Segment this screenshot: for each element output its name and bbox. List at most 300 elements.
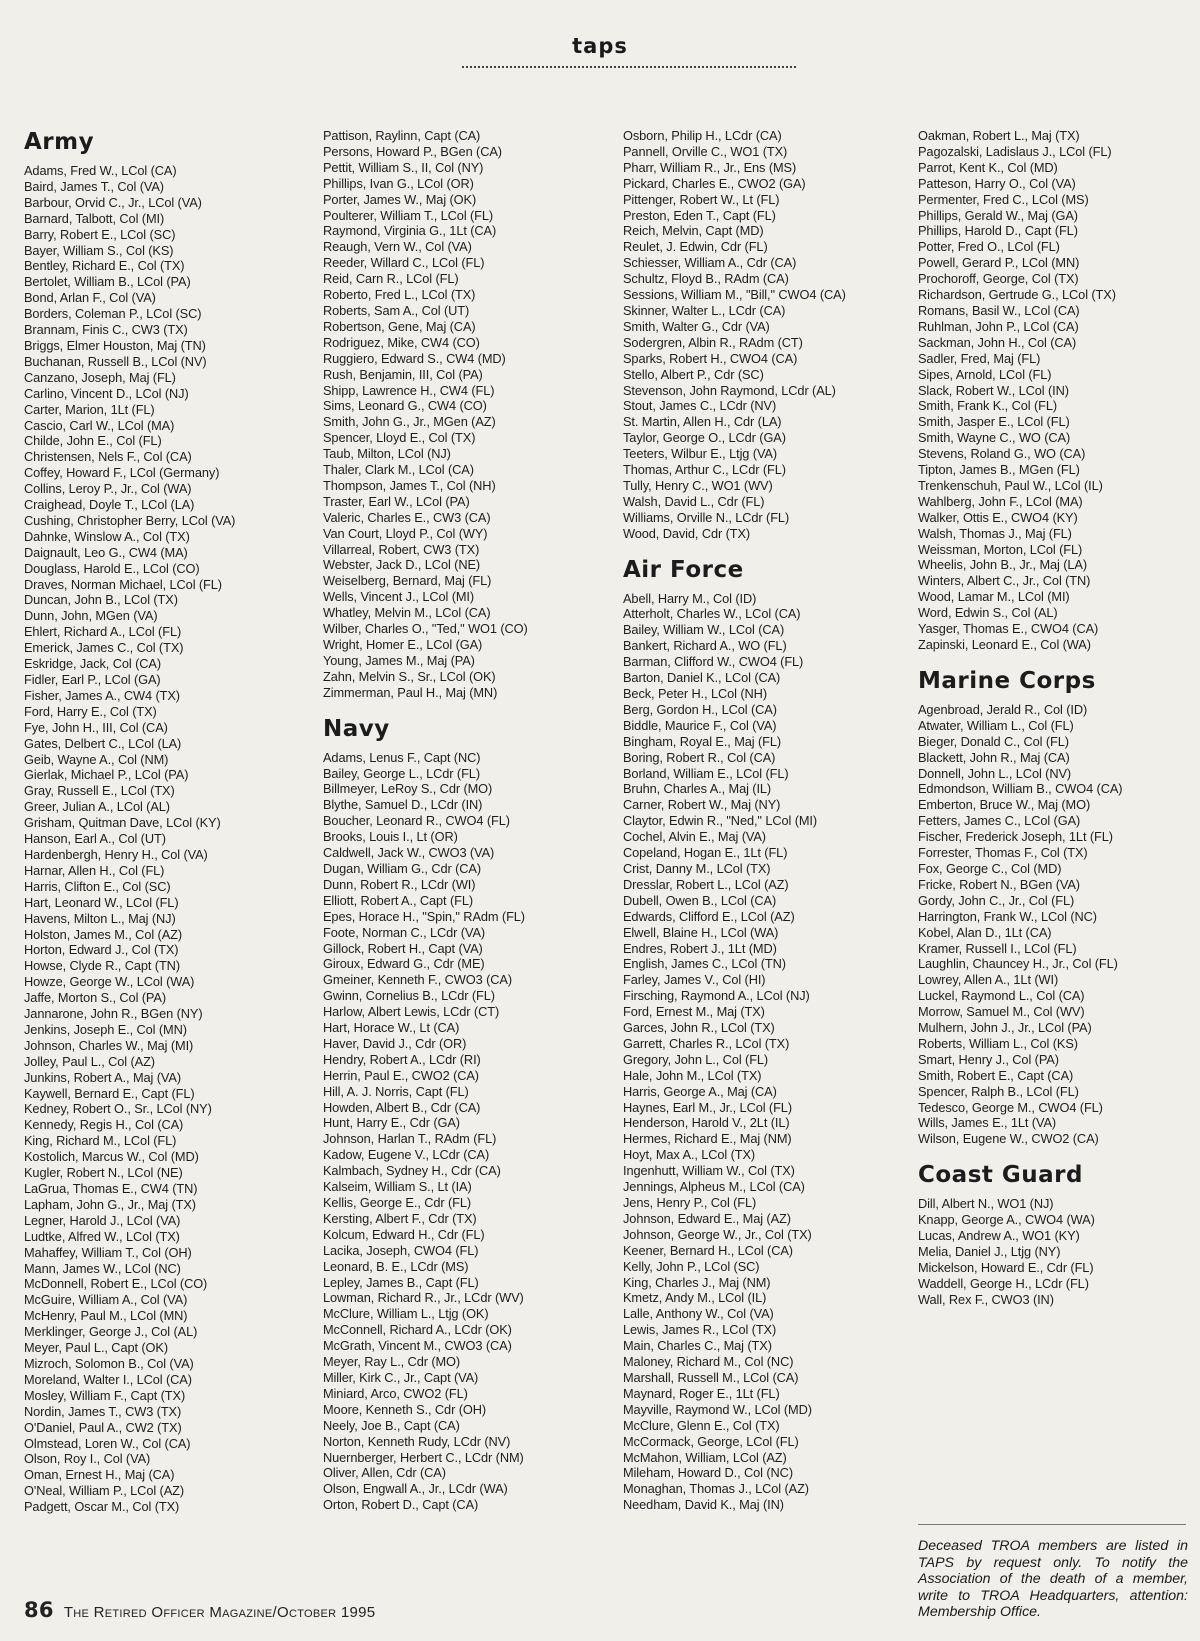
member-entry: Osborn, Philip H., LCdr (CA): [623, 128, 782, 143]
member-entry: Jannarone, John R., BGen (NY): [24, 1006, 203, 1022]
member-entry: Hunt, Harry E., Cdr (GA): [323, 1115, 460, 1131]
member-entry: Taylor, George O., LCdr (GA): [623, 430, 786, 446]
obituary-section: [623, 556, 907, 1514]
member-entry: Johnson, George W., Jr., Col (TX): [623, 1226, 812, 1242]
member-entry: Pagozalski, Ladislaus J., LCol (FL): [918, 143, 1112, 159]
member-entry: Emerick, James C., Col (TX): [24, 640, 184, 656]
member-entry: Roberts, Sam A., Col (UT): [323, 302, 470, 318]
member-entry: Bankert, Richard A., WO (FL): [623, 638, 787, 654]
member-entry: Olson, Roy I., Col (VA): [24, 1451, 151, 1467]
member-entry: Reaugh, Vern W., Col (VA): [323, 239, 472, 255]
obituary-section: [918, 1161, 1190, 1307]
member-entry: Jolley, Paul L., Col (AZ): [24, 1053, 155, 1069]
member-entry: Bieger, Donald C., Col (FL): [918, 733, 1069, 749]
member-entry: Stout, James C., LCdr (NV): [623, 398, 777, 414]
member-entry: Fricke, Robert N., BGen (VA): [918, 876, 1080, 892]
member-entry: Borders, Coleman P., LCol (SC): [24, 306, 202, 322]
member-entry: Harlow, Albert Lewis, LCdr (CT): [323, 1004, 500, 1020]
member-entry: Adams, Fred W., LCol (CA): [24, 163, 177, 178]
member-entry: Pannell, Orville C., WO1 (TX): [623, 143, 788, 159]
member-entry: Garces, John R., LCol (TX): [623, 1020, 775, 1036]
member-entry: Lapham, John G., Jr., Maj (TX): [24, 1196, 196, 1212]
member-entry: Olmstead, Loren W., Col (CA): [24, 1435, 191, 1451]
member-entry: Agenbroad, Jerald R., Col (ID): [918, 701, 1088, 717]
member-entry: Pettit, William S., II, Col (NY): [323, 159, 484, 175]
member-entry: McGrath, Vincent M., CWO3 (CA): [323, 1338, 512, 1354]
member-entry: Walker, Ottis E., CWO4 (KY): [918, 509, 1078, 525]
member-entry: Reich, Melvin, Capt (MD): [623, 223, 764, 239]
member-entry: Oakman, Robert L., Maj (TX): [918, 128, 1080, 143]
member-entry: Main, Charles C., Maj (TX): [623, 1338, 772, 1354]
member-entry: Kostolich, Marcus W., Col (MD): [24, 1149, 199, 1165]
member-entry: Boucher, Leonard R., CWO4 (FL): [323, 813, 510, 829]
column-3: [623, 128, 907, 1513]
member-entry: Potter, Fred O., LCol (FL): [918, 239, 1060, 255]
member-list: [623, 128, 907, 542]
member-entry: Ruggiero, Edward S., CW4 (MD): [323, 350, 506, 366]
member-entry: Howse, Clyde R., Capt (TN): [24, 958, 180, 974]
member-entry: Pharr, William R., Jr., Ens (MS): [623, 159, 797, 175]
member-entry: Traster, Earl W., LCol (PA): [323, 493, 470, 509]
member-entry: Carter, Marion, 1Lt (FL): [24, 401, 155, 417]
member-entry: King, Richard M., LCol (FL): [24, 1133, 177, 1149]
page-footer: [24, 1598, 375, 1622]
member-entry: Jens, Henry P., Col (FL): [623, 1195, 757, 1210]
member-entry: Blythe, Samuel D., LCdr (IN): [323, 797, 483, 813]
member-entry: Bruhn, Charles A., Maj (IL): [623, 781, 772, 797]
member-entry: Lewis, James R., LCol (TX): [623, 1322, 777, 1338]
member-entry: Slack, Robert W., LCol (IN): [918, 382, 1069, 398]
member-entry: Poulterer, William T., LCol (FL): [323, 207, 494, 223]
member-entry: Wilber, Charles O., "Ted," WO1 (CO): [323, 621, 528, 637]
member-entry: Maynard, Roger E., 1Lt (FL): [623, 1385, 780, 1401]
member-entry: Trenkenschuh, Paul W., LCol (IL): [918, 477, 1103, 493]
member-entry: Dubell, Owen B., LCol (CA): [623, 892, 777, 908]
member-entry: Kobel, Alan D., 1Lt (CA): [918, 924, 1052, 940]
member-entry: Spencer, Ralph B., LCol (FL): [918, 1083, 1079, 1099]
member-entry: LaGrua, Thomas E., CW4 (TN): [24, 1181, 198, 1196]
member-entry: Melia, Daniel J., Ltjg (NY): [918, 1244, 1061, 1259]
member-entry: Hill, A. J. Norris, Capt (FL): [323, 1083, 469, 1099]
member-entry: Word, Edwin S., Col (AL): [918, 605, 1058, 621]
member-entry: Duncan, John B., LCol (TX): [24, 592, 178, 608]
member-entry: Mayville, Raymond W., LCol (MD): [623, 1401, 812, 1417]
member-entry: Romans, Basil W., LCol (CA): [918, 302, 1080, 318]
member-entry: Kaywell, Bernard E., Capt (FL): [24, 1085, 195, 1101]
member-entry: Endres, Robert J., 1Lt (MD): [623, 940, 777, 956]
member-entry: Greer, Julian A., LCol (AL): [24, 799, 170, 815]
member-entry: Craighead, Doyle T., LCol (LA): [24, 497, 195, 513]
member-entry: Reeder, Willard C., LCol (FL): [323, 255, 485, 271]
member-entry: Oman, Ernest H., Maj (CA): [24, 1467, 175, 1483]
member-entry: Buchanan, Russell B., LCol (NV): [24, 353, 207, 369]
member-entry: Shipp, Lawrence H., CW4 (FL): [323, 382, 495, 398]
member-entry: Ford, Ernest M., Maj (TX): [623, 1004, 765, 1020]
member-entry: English, James C., LCol (TN): [623, 956, 786, 972]
member-entry: Forrester, Thomas F., Col (TX): [918, 845, 1088, 861]
member-entry: Moore, Kenneth S., Cdr (OH): [323, 1401, 487, 1417]
section-title: taps: [572, 34, 628, 58]
member-entry: Emberton, Bruce W., Maj (MO): [918, 797, 1091, 813]
footnote-rule: [918, 1524, 1186, 1525]
member-entry: O'Daniel, Paul A., CW2 (TX): [24, 1419, 182, 1435]
member-entry: Norton, Kenneth Rudy, LCdr (NV): [323, 1433, 511, 1449]
member-entry: Dill, Albert N., WO1 (NJ): [918, 1196, 1054, 1212]
member-entry: Baird, James T., Col (VA): [24, 178, 164, 194]
member-entry: Ruhlman, John P., LCol (CA): [918, 318, 1079, 334]
member-entry: Smart, Henry J., Col (PA): [918, 1051, 1059, 1067]
member-entry: Pittenger, Robert W., Lt (FL): [623, 191, 780, 207]
member-entry: Childe, John E., Col (FL): [24, 433, 162, 449]
member-entry: Edmondson, William B., CWO4 (CA): [918, 781, 1123, 797]
member-entry: Caldwell, Jack W., CWO3 (VA): [323, 845, 495, 861]
member-entry: Patteson, Harry O., Col (VA): [918, 175, 1076, 191]
member-entry: Johnson, Charles W., Maj (MI): [24, 1037, 194, 1053]
member-entry: Parrot, Kent K., Col (MD): [918, 159, 1058, 175]
member-entry: Sessions, William M., "Bill," CWO4 (CA): [623, 287, 846, 303]
member-entry: Morrow, Samuel M., Col (WV): [918, 1004, 1085, 1020]
member-entry: McClure, William L., Ltjg (OK): [323, 1306, 489, 1322]
member-entry: Gillock, Robert H., Capt (VA): [323, 940, 483, 956]
member-entry: Monaghan, Thomas J., LCol (AZ): [623, 1481, 809, 1497]
member-entry: Sims, Leonard G., CW4 (CO): [323, 398, 487, 414]
member-entry: Roberts, William L., Col (KS): [918, 1035, 1078, 1051]
member-entry: Stello, Albert P., Cdr (SC): [623, 366, 764, 382]
member-entry: Neely, Joe B., Capt (CA): [323, 1417, 460, 1433]
member-entry: Junkins, Robert A., Maj (VA): [24, 1069, 181, 1085]
member-entry: Thaler, Clark M., LCol (CA): [323, 462, 474, 478]
branch-heading: Army: [24, 129, 95, 155]
member-entry: Kelly, John P., LCol (SC): [623, 1258, 760, 1274]
member-entry: Teeters, Wilbur E., Ltjg (VA): [623, 446, 778, 462]
member-entry: Hart, Leonard W., LCol (FL): [24, 894, 179, 910]
member-entry: Zapinski, Leonard E., Col (WA): [918, 637, 1091, 652]
member-entry: Kmetz, Andy M., LCol (IL): [623, 1290, 767, 1306]
member-entry: Brannam, Finis C., CW3 (TX): [24, 322, 188, 338]
member-entry: Gmeiner, Kenneth F., CWO3 (CA): [323, 972, 513, 988]
member-entry: Blackett, John R., Maj (CA): [918, 749, 1070, 765]
member-entry: Walsh, David L., Cdr (FL): [623, 493, 765, 509]
member-entry: Lowman, Richard R., Jr., LCdr (WV): [323, 1290, 524, 1306]
member-entry: Wills, James E., 1Lt (VA): [918, 1115, 1057, 1131]
member-entry: Haynes, Earl M., Jr., LCol (FL): [623, 1099, 792, 1115]
member-entry: Miniard, Arco, CWO2 (FL): [323, 1385, 468, 1401]
obituary-section: [24, 128, 308, 1515]
member-entry: Wood, Lamar M., LCol (MI): [918, 589, 1070, 605]
member-entry: Atwater, William L., Col (FL): [918, 717, 1074, 733]
member-entry: St. Martin, Allen H., Cdr (LA): [623, 414, 782, 430]
member-entry: Meyer, Paul L., Capt (OK): [24, 1340, 169, 1356]
member-entry: Barnard, Talbott, Col (MI): [24, 210, 165, 226]
member-entry: Yasger, Thomas E., CWO4 (CA): [918, 621, 1099, 637]
member-entry: Kalseim, William S., Lt (IA): [323, 1179, 472, 1195]
member-entry: Beck, Peter H., LCol (NH): [623, 686, 767, 701]
member-entry: Robertson, Gene, Maj (CA): [323, 318, 476, 334]
member-entry: Kalmbach, Sydney H., Cdr (CA): [323, 1163, 501, 1179]
member-entry: Edwards, Clifford E., LCol (AZ): [623, 908, 795, 924]
member-entry: Kolcum, Edward H., Cdr (FL): [323, 1226, 485, 1242]
member-entry: Herrin, Paul E., CWO2 (CA): [323, 1067, 479, 1083]
member-entry: Tipton, James B., MGen (FL): [918, 462, 1080, 478]
member-entry: Boring, Robert R., Col (CA): [623, 749, 776, 765]
member-entry: Firsching, Raymond A., LCol (NJ): [623, 988, 810, 1004]
member-entry: Draves, Norman Michael, LCol (FL): [24, 576, 222, 592]
member-entry: Lucas, Andrew A., WO1 (KY): [918, 1228, 1080, 1244]
member-entry: Legner, Harold J., LCol (VA): [24, 1212, 181, 1228]
member-entry: Kersting, Albert F., Cdr (TX): [323, 1210, 477, 1226]
member-entry: McMahon, William, LCol (AZ): [623, 1449, 787, 1465]
member-entry: Skinner, Walter L., LCdr (CA): [623, 302, 786, 318]
member-entry: McHenry, Paul M., LCol (MN): [24, 1308, 188, 1324]
member-entry: Bailey, William W., LCol (CA): [623, 622, 785, 638]
member-entry: Laughlin, Chauncey H., Jr., Col (FL): [918, 956, 1118, 972]
member-entry: Daignault, Leo G., CW4 (MA): [24, 544, 188, 560]
member-entry: Fox, George C., Col (MD): [918, 860, 1062, 876]
member-entry: Olson, Engwall A., Jr., LCdr (WA): [323, 1481, 508, 1497]
member-entry: Sackman, John H., Col (CA): [918, 334, 1077, 350]
member-entry: Copeland, Hogan E., 1Lt (FL): [623, 845, 788, 861]
member-entry: Barman, Clifford W., CWO4 (FL): [623, 654, 804, 670]
member-entry: Villarreal, Robert, CW3 (TX): [323, 541, 480, 557]
member-entry: Padgett, Oscar M., Col (TX): [24, 1499, 180, 1515]
member-entry: Sadler, Fred, Maj (FL): [918, 350, 1041, 366]
member-entry: Cascio, Carl W., LCol (MA): [24, 417, 175, 433]
member-entry: Porter, James W., Maj (OK): [323, 191, 477, 207]
member-entry: Webster, Jack D., LCol (NE): [323, 557, 481, 573]
member-entry: Permenter, Fred C., LCol (MS): [918, 191, 1089, 207]
member-entry: Claytor, Edwin R., "Ned," LCol (MI): [623, 813, 818, 829]
member-entry: Christensen, Nels F., Col (CA): [24, 449, 192, 465]
member-entry: Marshall, Russell M., LCol (CA): [623, 1369, 799, 1385]
member-entry: Smith, Walter G., Cdr (VA): [623, 318, 770, 334]
member-entry: Abell, Harry M., Col (ID): [623, 590, 757, 606]
member-entry: Merklinger, George J., Col (AL): [24, 1324, 198, 1340]
member-entry: McGuire, William A., Col (VA): [24, 1292, 188, 1308]
branch-heading: Navy: [323, 715, 390, 742]
member-entry: Tully, Henry C., WO1 (WV): [623, 477, 773, 493]
member-list: [918, 1196, 1190, 1307]
member-entry: Sodergren, Albin R., RAdm (CT): [623, 334, 803, 350]
member-entry: Mahaffey, William T., Col (OH): [24, 1244, 192, 1260]
member-entry: Kellis, George E., Cdr (FL): [323, 1195, 472, 1210]
member-entry: Ehlert, Richard A., LCol (FL): [24, 624, 182, 640]
member-entry: Smith, John G., Jr., MGen (AZ): [323, 414, 496, 430]
member-entry: Persons, Howard P., BGen (CA): [323, 143, 502, 159]
member-entry: Farley, James V., Col (HI): [623, 972, 766, 988]
member-entry: Crist, Danny M., LCol (TX): [623, 860, 771, 876]
member-entry: Barbour, Orvid C., Jr., LCol (VA): [24, 194, 202, 210]
member-entry: Prochoroff, George, Col (TX): [918, 271, 1079, 287]
member-entry: Gwinn, Cornelius B., LCdr (FL): [323, 988, 495, 1004]
member-entry: Leonard, B. E., LCdr (MS): [323, 1258, 469, 1274]
member-entry: Wheelis, John B., Jr., Maj (LA): [918, 557, 1088, 573]
member-entry: Cochel, Alvin E., Maj (VA): [623, 829, 766, 845]
member-entry: Sparks, Robert H., CWO4 (CA): [623, 350, 798, 366]
member-entry: Phillips, Ivan G., LCol (OR): [323, 175, 474, 191]
member-entry: Hendry, Robert A., LCdr (RI): [323, 1051, 481, 1067]
member-list: [623, 591, 907, 1514]
member-entry: Rodriguez, Mike, CW4 (CO): [323, 334, 480, 350]
member-entry: Wells, Vincent J., LCol (MI): [323, 589, 475, 605]
member-entry: Kramer, Russell I., LCol (FL): [918, 940, 1077, 956]
member-entry: Fetters, James C., LCol (GA): [918, 813, 1081, 829]
member-entry: Mickelson, Howard E., Cdr (FL): [918, 1259, 1094, 1275]
member-entry: Ingenhutt, William W., Col (TX): [623, 1163, 795, 1179]
member-entry: Cushing, Christopher Berry, LCol (VA): [24, 512, 236, 528]
member-entry: McClure, Glenn E., Col (TX): [623, 1417, 780, 1433]
member-entry: Adams, Lenus F., Capt (NC): [323, 749, 481, 765]
member-entry: Zahn, Melvin S., Sr., LCol (OK): [323, 668, 496, 684]
member-entry: Ludtke, Alfred W., LCol (TX): [24, 1228, 180, 1244]
member-entry: Kennedy, Regis H., Col (CA): [24, 1117, 184, 1133]
member-entry: Wilson, Eugene W., CWO2 (CA): [918, 1131, 1099, 1147]
obituary-section: [918, 667, 1190, 1147]
member-entry: Kedney, Robert O., Sr., LCol (NY): [24, 1101, 212, 1117]
branch-heading: Air Force: [623, 556, 744, 583]
member-entry: Schiesser, William A., Cdr (CA): [623, 255, 797, 271]
column-4: [918, 128, 1190, 1308]
member-entry: Haver, David J., Cdr (OR): [323, 1035, 467, 1051]
member-entry: Briggs, Elmer Houston, Maj (TN): [24, 337, 206, 353]
member-entry: Nuernberger, Herbert C., LCdr (NM): [323, 1449, 524, 1465]
member-entry: Young, James M., Maj (PA): [323, 652, 475, 668]
member-entry: Biddle, Maurice F., Col (VA): [623, 717, 777, 733]
member-entry: Dugan, William G., Cdr (CA): [323, 860, 481, 876]
member-entry: Reulet, J. Edwin, Cdr (FL): [623, 239, 768, 255]
member-entry: Whatley, Melvin M., LCol (CA): [323, 605, 491, 621]
member-entry: Miller, Kirk C., Jr., Capt (VA): [323, 1369, 479, 1385]
member-entry: Mileham, Howard D., Col (NC): [623, 1465, 793, 1481]
member-entry: Waddell, George H., LCdr (FL): [918, 1275, 1089, 1291]
member-entry: Jenkins, Joseph E., Col (MN): [24, 1021, 187, 1037]
member-entry: Wall, Rex F., CWO3 (IN): [918, 1291, 1054, 1307]
member-entry: Keener, Bernard H., LCol (CA): [623, 1242, 793, 1258]
member-entry: Phillips, Harold D., Capt (FL): [918, 223, 1078, 239]
member-entry: Luckel, Raymond L., Col (CA): [918, 988, 1085, 1004]
member-entry: Gordy, John C., Jr., Col (FL): [918, 892, 1075, 908]
column-1: [24, 128, 308, 1515]
member-entry: Needham, David K., Maj (IN): [623, 1497, 784, 1513]
member-entry: Harnar, Allen H., Col (FL): [24, 862, 165, 878]
member-entry: Bingham, Royal E., Maj (FL): [623, 733, 782, 749]
member-entry: Walsh, Thomas J., Maj (FL): [918, 525, 1072, 541]
member-entry: Williams, Orville N., LCdr (FL): [623, 509, 790, 525]
member-entry: Harris, Clifton E., Col (SC): [24, 878, 171, 894]
member-entry: Smith, Robert E., Capt (CA): [918, 1067, 1074, 1083]
member-entry: Bayer, William S., Col (KS): [24, 242, 174, 258]
member-entry: Lepley, James B., Capt (FL): [323, 1274, 479, 1290]
member-entry: Mulhern, John J., Jr., LCol (PA): [918, 1020, 1092, 1036]
member-entry: Mosley, William F., Capt (TX): [24, 1387, 186, 1403]
member-entry: Howden, Albert B., Cdr (CA): [323, 1099, 481, 1115]
member-entry: Preston, Eden T., Capt (FL): [623, 207, 776, 223]
column-2: [323, 128, 607, 1513]
branch-heading: Marine Corps: [918, 667, 1096, 694]
obituary-section: [918, 128, 1190, 653]
member-entry: Lowrey, Allen A., 1Lt (WI): [918, 972, 1059, 988]
member-entry: McCormack, George, LCol (FL): [623, 1433, 799, 1449]
member-entry: Howze, George W., LCol (WA): [24, 974, 195, 990]
member-entry: Jennings, Alpheus M., LCol (CA): [623, 1179, 805, 1195]
member-entry: Orton, Robert D., Capt (CA): [323, 1497, 479, 1513]
member-entry: Dahnke, Winslow A., Col (TX): [24, 528, 190, 544]
member-list: [24, 163, 308, 1515]
member-entry: Carner, Robert W., Maj (NY): [623, 797, 781, 813]
member-entry: McConnell, Richard A., LCdr (OK): [323, 1322, 512, 1338]
member-entry: McDonnell, Robert E., LCol (CO): [24, 1276, 208, 1292]
member-entry: Havens, Milton L., Maj (NJ): [24, 910, 176, 926]
member-entry: Reid, Carn R., LCol (FL): [323, 271, 459, 287]
member-entry: Fisher, James A., CW4 (TX): [24, 687, 180, 703]
obituary-section: [323, 715, 607, 1514]
member-entry: Gierlak, Michael P., LCol (PA): [24, 767, 189, 783]
member-entry: Douglass, Harold E., LCol (CO): [24, 560, 200, 576]
member-entry: Wood, David, Cdr (TX): [623, 525, 751, 541]
member-entry: Bertolet, William B., LCol (PA): [24, 274, 191, 290]
member-entry: Collins, Leroy P., Jr., Col (WA): [24, 481, 192, 497]
member-entry: Mann, James W., LCol (NC): [24, 1260, 181, 1276]
member-entry: Wright, Homer E., LCol (GA): [323, 637, 483, 652]
member-entry: Ford, Harry E., Col (TX): [24, 703, 157, 719]
member-entry: King, Charles J., Maj (NM): [623, 1274, 771, 1290]
member-entry: Kadow, Eugene V., LCdr (CA): [323, 1147, 490, 1163]
member-entry: Pickard, Charles E., CWO2 (GA): [623, 175, 806, 191]
member-entry: Maloney, Richard M., Col (NC): [623, 1354, 794, 1370]
member-entry: Knapp, George A., CWO4 (WA): [918, 1212, 1095, 1228]
member-list: [918, 128, 1190, 653]
member-entry: Powell, Gerard P., LCol (MN): [918, 255, 1080, 271]
member-entry: Hart, Horace W., Lt (CA): [323, 1020, 460, 1036]
member-entry: Bentley, Richard E., Col (TX): [24, 258, 185, 274]
member-entry: Weiselberg, Bernard, Maj (FL): [323, 573, 492, 589]
member-entry: Weissman, Morton, LCol (FL): [918, 541, 1083, 557]
member-entry: Pattison, Raylinn, Capt (CA): [323, 128, 481, 143]
member-entry: Stevens, Roland G., WO (CA): [918, 446, 1086, 462]
member-entry: Schultz, Floyd B., RAdm (CA): [623, 271, 789, 287]
member-entry: Hale, John M., LCol (TX): [623, 1067, 762, 1083]
member-entry: Bond, Arlan F., Col (VA): [24, 290, 156, 306]
member-entry: Geib, Wayne A., Col (NM): [24, 751, 169, 767]
member-entry: Fischer, Frederick Joseph, 1Lt (FL): [918, 829, 1113, 845]
member-entry: Hoyt, Max A., LCol (TX): [623, 1147, 756, 1163]
member-entry: Hermes, Richard E., Maj (NM): [623, 1131, 792, 1147]
obituary-section: [623, 128, 907, 542]
member-entry: Elliott, Robert A., Capt (FL): [323, 892, 474, 908]
member-entry: Johnson, Harlan T., RAdm (FL): [323, 1131, 497, 1147]
member-entry: Taub, Milton, LCol (NJ): [323, 446, 451, 462]
member-entry: Gregory, John L., Col (FL): [623, 1051, 769, 1067]
member-entry: Nordin, James T., CW3 (TX): [24, 1403, 182, 1419]
member-entry: Foote, Norman C., LCdr (VA): [323, 924, 486, 940]
member-entry: Eskridge, Jack, Col (CA): [24, 656, 161, 672]
member-entry: Garrett, Charles R., LCol (TX): [623, 1035, 790, 1051]
member-entry: Smith, Wayne C., WO (CA): [918, 430, 1071, 446]
member-entry: Borland, William E., LCol (FL): [623, 765, 789, 781]
member-entry: Raymond, Virginia G., 1Lt (CA): [323, 223, 497, 239]
member-entry: Meyer, Ray L., Cdr (MO): [323, 1354, 461, 1370]
member-entry: Brooks, Louis I., Lt (OR): [323, 829, 458, 845]
member-entry: Roberto, Fred L., LCol (TX): [323, 287, 476, 303]
member-entry: Holston, James M., Col (AZ): [24, 926, 183, 942]
member-entry: Johnson, Edward E., Maj (AZ): [623, 1210, 791, 1226]
member-entry: Winters, Albert C., Jr., Col (TN): [918, 573, 1091, 589]
member-entry: Smith, Jasper E., LCol (FL): [918, 414, 1070, 430]
page-number: 86: [24, 1598, 54, 1622]
member-entry: Tedesco, George M., CWO4 (FL): [918, 1099, 1103, 1115]
member-entry: Van Court, Lloyd P., Col (WY): [323, 525, 488, 541]
member-entry: Atterholt, Charles W., LCol (CA): [623, 606, 801, 622]
member-entry: Harris, George A., Maj (CA): [623, 1083, 777, 1099]
